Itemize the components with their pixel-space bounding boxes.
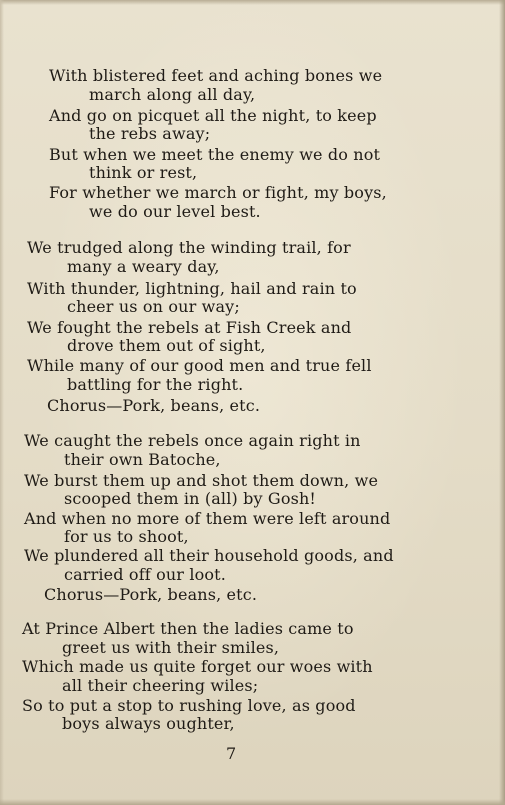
verse-line: greet us with their smiles, xyxy=(62,638,280,657)
verse-line: So to put a stop to rushing love, as good xyxy=(22,696,356,715)
verse-line: We fought the rebels at Fish Creek and xyxy=(27,318,352,337)
page-edge-left xyxy=(0,0,4,805)
verse-line: And go on picquet all the night, to keep xyxy=(49,106,377,125)
verse-line: At Prince Albert then the ladies came to xyxy=(22,619,354,638)
verse-line: all their cheering wiles; xyxy=(62,676,259,695)
verse-line: For whether we march or fight, my boys, xyxy=(49,183,387,202)
verse-line: boys always oughter, xyxy=(62,714,235,733)
page-edge-right xyxy=(499,0,505,805)
verse-line: We caught the rebels once again right in xyxy=(24,431,361,450)
page-edge-top xyxy=(0,0,505,5)
verse-line: march along all day, xyxy=(89,85,256,104)
verse-line: carried off our loot. xyxy=(64,565,226,584)
chorus-line: Chorus—Pork, beans, etc. xyxy=(47,396,261,415)
page-edge-bottom xyxy=(0,799,505,805)
verse-line: their own Batoche, xyxy=(64,450,221,469)
verse-line: With thunder, lightning, hail and rain to xyxy=(27,279,357,298)
verse-line: the rebs away; xyxy=(89,124,211,143)
page-number: 7 xyxy=(226,744,237,763)
verse-line: scooped them in (all) by Gosh! xyxy=(64,489,317,508)
verse-line: We plundered all their household goods, and xyxy=(24,546,394,565)
verse-line: We trudged along the winding trail, for xyxy=(27,238,351,257)
verse-line: But when we meet the enemy we do not xyxy=(49,145,381,164)
verse-line: While many of our good men and true fell xyxy=(27,356,372,375)
verse-line: for us to shoot, xyxy=(64,527,189,546)
verse-line: many a weary day, xyxy=(67,257,220,276)
verse-line: With blistered feet and aching bones we xyxy=(49,66,383,85)
verse-line: battling for the right. xyxy=(67,375,244,394)
verse-line: We burst them up and shot them down, we xyxy=(24,471,379,490)
verse-line: And when no more of them were left around xyxy=(24,509,391,528)
verse-line: Which made us quite forget our woes with xyxy=(22,657,373,676)
chorus-line: Chorus—Pork, beans, etc. xyxy=(44,585,258,604)
verse-line: think or rest, xyxy=(89,163,198,182)
verse-line: cheer us on our way; xyxy=(67,297,240,316)
verse-line: drove them out of sight, xyxy=(67,336,266,355)
verse-line: we do our level best. xyxy=(89,202,261,221)
